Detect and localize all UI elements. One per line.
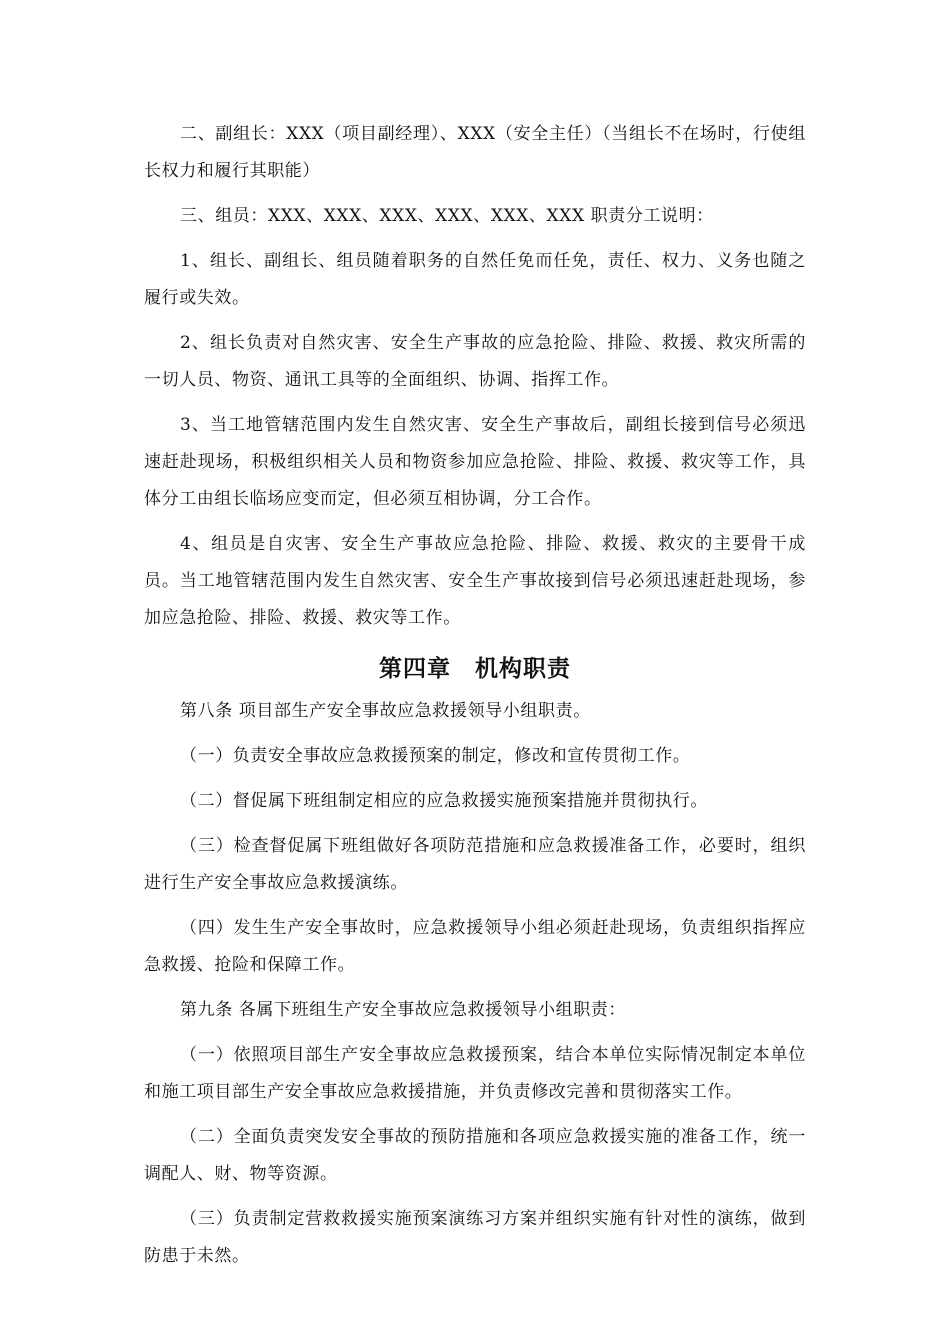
article-9-item-2: （二）全面负责突发安全事故的预防措施和各项应急救援实施的准备工作，统一调配人、财、物等资源。 xyxy=(144,1127,806,1184)
chapter-title: 第四章 机构职责 xyxy=(379,655,571,682)
article-8-item-1: （一）负责安全事故应急救援预案的制定，修改和宣传贯彻工作。 xyxy=(180,746,691,766)
article-8-item-4: （四）发生生产安全事故时，应急救援领导小组必须赶赴现场，负责组织指挥应急救援、抢险和保障工作。 xyxy=(144,918,806,975)
paragraph-duty-1: 1、组长、副组长、组员随着职务的自然任免而任免，责任、权力、义务也随之履行或失效。 xyxy=(144,251,806,308)
article-9-item-3: （三）负责制定营救救援实施预案演练习方案并组织实施有针对性的演练，做到防患于未然。 xyxy=(144,1209,806,1266)
paragraph-members: 三、组员：XXX、XXX、XXX、XXX、XXX、XXX 职责分工说明： xyxy=(180,206,714,226)
paragraph-duty-2: 2、组长负责对自然灾害、安全生产事故的应急抢险、排险、救援、救灾所需的一切人员、物资、通讯工具等的全面组织、协调、指挥工作。 xyxy=(144,333,806,390)
article-8-heading: 第八条 项目部生产安全事故应急救援领导小组职责。 xyxy=(180,701,591,721)
paragraph-duty-4: 4、组员是自灾害、安全生产事故应急抢险、排险、救援、救灾的主要骨干成员。当工地管辖范围内发生自然灾害、安全生产事故接到信号必须迅速赶赴现场，参加应急抢险、排险、救援、救灾等工作。 xyxy=(144,534,806,628)
article-9-item-1: （一）依照项目部生产安全事故应急救援预案，结合本单位实际情况制定本单位和施工项目部生产安全事故应急救援措施，并负责修改完善和贯彻落实工作。 xyxy=(144,1045,806,1102)
article-8-item-3: （三）检查督促属下班组做好各项防范措施和应急救援准备工作，必要时，组织进行生产安全事故应急救援演练。 xyxy=(144,836,806,893)
article-9-heading: 第九条 各属下班组生产安全事故应急救援领导小组职责： xyxy=(180,1000,627,1020)
paragraph-deputy-leader: 二、副组长：XXX（项目副经理）、XXX（安全主任）（当组长不在场时，行使组长权力和履行其职能） xyxy=(144,124,806,181)
document-body xyxy=(144,116,806,1283)
article-8-item-2: （二）督促属下班组制定相应的应急救援实施预案措施并贯彻执行。 xyxy=(180,791,708,811)
paragraph-duty-3: 3、当工地管辖范围内发生自然灾害、安全生产事故后，副组长接到信号必须迅速赶赴现场，积极组织相关人员和物资参加应急抢险、排险、救援、救灾等工作，具体分工由组长临场应变而定，但必须互相协调，分工合作。 xyxy=(144,415,806,509)
